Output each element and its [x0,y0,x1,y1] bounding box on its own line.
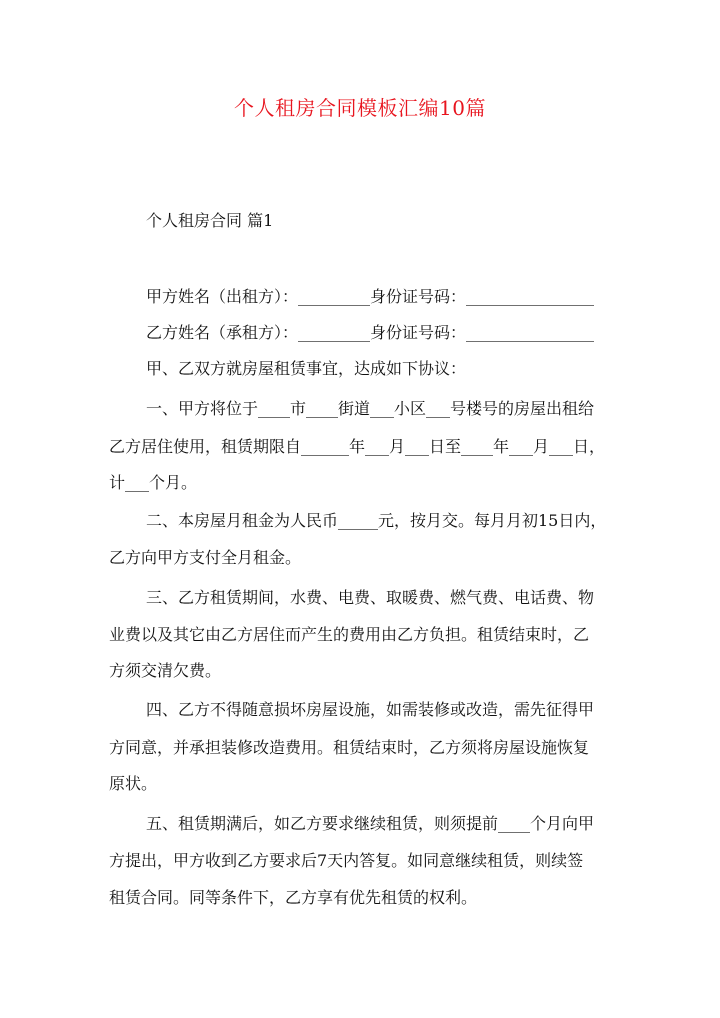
clause-5-line-3: 租赁合同。同等条件下，乙方享有优先租赁的权利。 [109,888,478,907]
document-title: 个人租房合同模板汇编10篇 [234,96,486,120]
agreement-intro: 甲、乙双方就房屋租赁事宜，达成如下协议： [146,359,467,378]
clause-4-line-2: 方同意，并承担装修改造费用。租赁结束时，乙方须将房屋设施恢复 [109,738,590,757]
clause-1-line-3: 计___个月。 [109,473,198,492]
section-heading: 个人租房合同 篇1 [146,211,274,230]
clause-5-line-2: 方提出，甲方收到乙方要求后7天内答复。如同意继续租赁，则续签 [109,851,584,870]
party-b-line: 乙方姓名（承租方）：_________身份证号码：________________ [146,323,595,342]
clause-5-line-1: 五、租赁期满后，如乙方要求继续租赁，则须提前____个月向甲 [146,814,595,833]
clause-1-line-2: 乙方居住使用，租赁期限自______年___月___日至____年___月___日， [109,437,606,456]
clause-2-line-1: 二、本房屋月租金为人民币_____元，按月交。每月月初15日内， [146,511,607,530]
party-a-line: 甲方姓名（出租方）：_________身份证号码：________________ [146,287,595,306]
clause-1-line-1: 一、甲方将位于____市____街道___小区___号楼号的房屋出租给 [146,399,595,418]
clause-3-line-3: 方须交清欠费。 [109,661,222,680]
clause-4-line-3: 原状。 [109,774,158,793]
clause-3-line-1: 三、乙方租赁期间，水费、电费、取暖费、燃气费、电话费、物 [146,588,595,607]
clause-2-line-2: 乙方向甲方支付全月租金。 [109,548,302,567]
clause-4-line-1: 四、乙方不得随意损坏房屋设施，如需装修或改造，需先征得甲 [146,700,595,719]
clause-3-line-2: 业费以及其它由乙方居住而产生的费用由乙方负担。租赁结束时，乙 [109,625,590,644]
